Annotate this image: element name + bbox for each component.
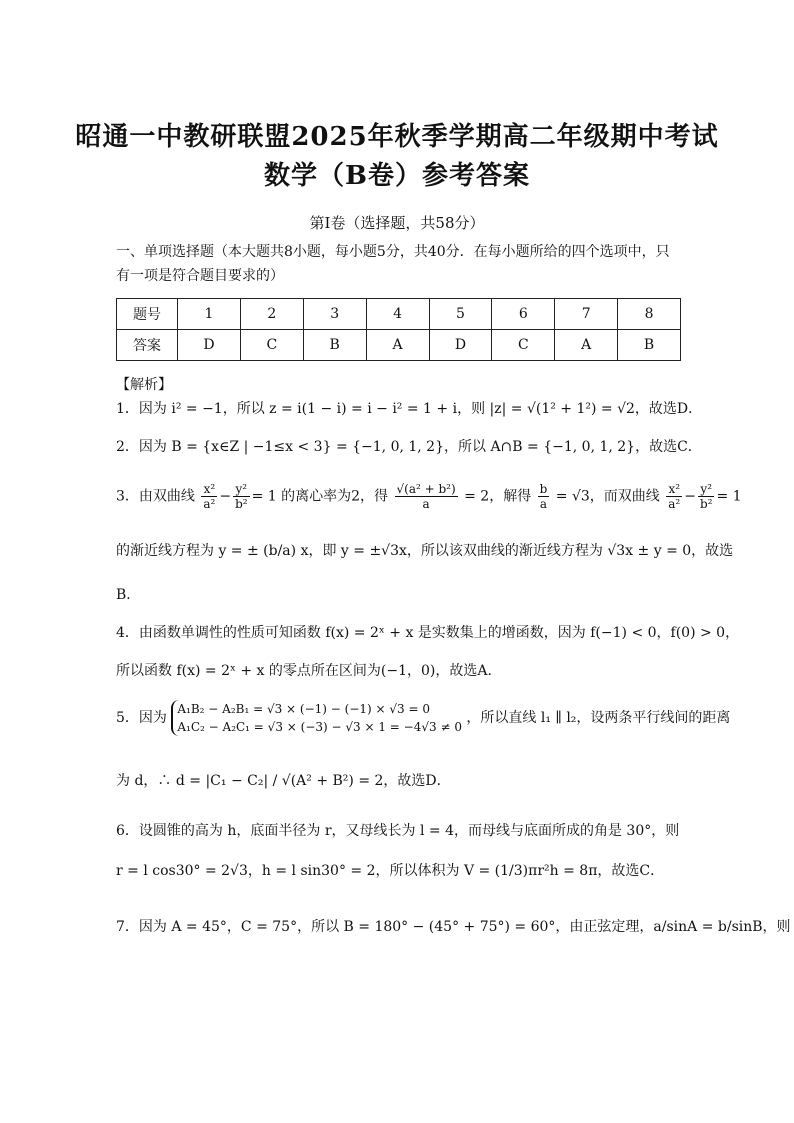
solution-5-line-2: 为 d，∴ d = |C₁ − C₂| / √(A² + B²) = 2，故选D． [116,773,451,789]
table-cell: 7 [555,299,618,330]
solution-5-text-a: 5．因为 [116,710,167,726]
solution-5-text-b: ，所以直线 l₁ ∥ l₂，设两条平行线间的距离 [466,710,731,726]
table-cell: C [240,330,303,361]
table-cell: D [429,330,492,361]
solution-3-line-1: 3．由双曲线 $\frac{\text{x²}}{\text{a²}}$ − $\frac{\text{y²}}{\text{b²}}$ = 1 的离心率为2，得 $\frac{\text{√(a² + b²)}}{a}$ = 2，解得 $\frac{b}{a}$ = √3，而双曲线 $\frac{\text{x²}}{\text{a²}}$ − $\frac{\text{y²}}{\text{b²}}$ = 1 [116,482,742,511]
formula-fraction: $\frac{\text{x²}}{\text{a²}}$ [668,482,681,511]
solution-1: 1．因为 i² = −1，所以 z = i(1 − i) = i − i² = 1 + i，则 |z| = √(1² + 1²) = √2，故选D． [116,401,703,417]
solution-7-line-1: 7．因为 A = 45°，C = 75°，所以 B = 180° − (45° + 75°) = 60°，由正弦定理，a/sinA = b/sinB，则 [116,919,791,935]
table-cell: 2 [240,299,303,330]
solution-4-line-1: 4．由函数单调性的性质可知函数 f(x) = 2ˣ + x 是实数集上的增函数，因为 f(−1) < 0，f(0) > 0， [116,625,740,641]
formula-fraction: $\frac{\text{√(a² + b²)}}{a}$ [396,482,456,511]
formula-fraction: $\frac{b}{a}$ [539,482,548,511]
solution-3-line-2: 的渐近线方程为 y = ± (b/a) x，即 y = ±√3x，所以该双曲线的渐近线方程为 √3x ± y = 0，故选 [116,543,734,559]
equation-line: A₁C₂ − A₂C₁ = √3 × (−3) − √3 × 1 = −4√3 ≠ 0 [177,720,462,734]
formula-fraction: $\frac{\text{y²}}{\text{b²}}$ [699,482,713,511]
row-label-answer: 答案 [117,330,178,361]
document-title: 昭通一中教研联盟2025年秋季学期高二年级期中考试 [75,122,719,152]
table-cell: C [492,330,555,361]
solution-4-line-2: 所以函数 f(x) = 2ˣ + x 的零点所在区间为(−1，0)，故选A． [116,663,502,679]
solution-3-text-d: = √3，而双曲线 [555,488,660,505]
solution-2: 2．因为 B = {x∈Z | −1≤x < 3} = {−1, 0, 1, 2}，所以 A∩B = {−1, 0, 1, 2}，故选C． [116,439,702,455]
solution-3-text-c: = 2，解得 [464,488,532,505]
solution-5-line-1 [116,700,731,736]
table-cell: B [618,330,681,361]
solution-6-line-1: 6．设圆锥的高为 h，底面半径为 r，又母线长为 l = 4，而母线与底面所成的角是 30°，则 [116,823,680,839]
answer-table [116,298,681,361]
section-heading [116,240,682,288]
solution-3-text-a: 3．由双曲线 [116,488,195,505]
table-cell: 1 [178,299,241,330]
table-cell: A [555,330,618,361]
table-cell: 6 [492,299,555,330]
analysis-label: 【解析】 [116,377,172,393]
table-row [117,330,681,361]
row-label-number: 题号 [117,299,178,330]
table-cell: 8 [618,299,681,330]
table-cell: 3 [303,299,366,330]
part-title: 第Ⅰ卷（选择题，共58分） [309,214,485,232]
solution-3-line-3: B． [116,587,141,603]
table-cell: 5 [429,299,492,330]
table-cell: A [366,330,429,361]
document-subtitle: 数学（B卷）参考答案 [264,161,530,191]
equation-system [171,700,462,736]
formula-fraction: $\frac{\text{y²}}{\text{b²}}$ [235,482,248,511]
section-line-2: 有一项是符合题目要求的） [116,268,284,284]
equation-line: A₁B₂ − A₂B₁ = √3 × (−1) − (−1) × √3 = 0 [177,702,430,716]
formula-fraction: $\frac{\text{x²}}{\text{a²}}$ [203,482,216,511]
table-cell: D [178,330,241,361]
table-cell: 4 [366,299,429,330]
section-line-1: 一、单项选择题（本大题共8小题，每小题5分，共40分．在每小题所给的四个选项中，只 [116,244,670,260]
table-cell: B [303,330,366,361]
solution-6-line-2: r = l cos30° = 2√3，h = l sin30° = 2，所以体积为 V = (1/3)πr²h = 8π，故选C． [116,863,665,879]
table-row [117,299,681,330]
solution-3-text-b: 的离心率为2，得 [281,488,389,505]
